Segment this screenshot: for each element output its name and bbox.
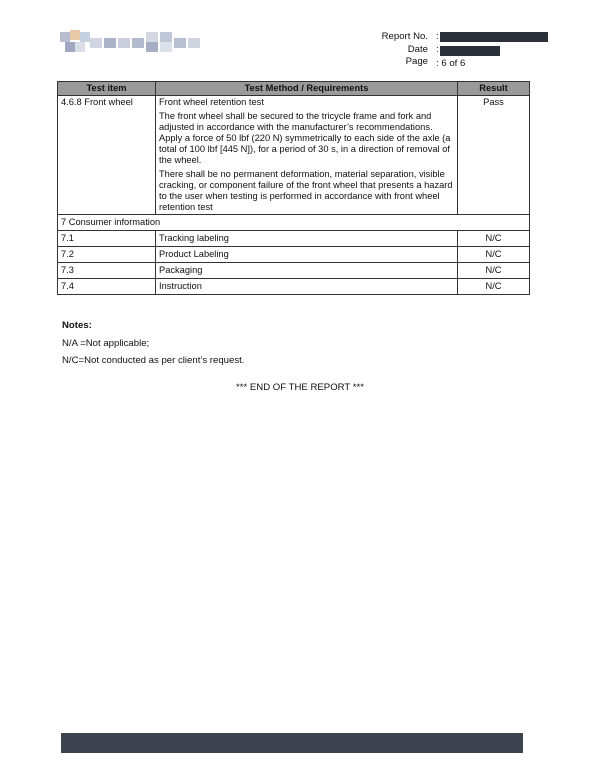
table-row-front-wheel (58, 96, 530, 215)
date-colon: : (436, 43, 439, 55)
notes-section (62, 320, 244, 372)
col-header-test-item: Test item (58, 82, 156, 96)
front-wheel-procedure: The front wheel shall be secured to the tricycle frame and fork and adjusted in accordance with the manufacturer’s recommendations. Apply a force of 50 lbf (220 N) symmetrically to each side of the axle (a total of 100 lbf [445 N]), for a period of 30 s, in a direction of removal of the wheel. (159, 111, 451, 165)
footer-bar (61, 733, 523, 753)
report-header-labels (340, 31, 428, 69)
table-row (58, 231, 530, 247)
date-label: Date (407, 43, 428, 55)
table-row (58, 279, 530, 295)
row-result: N/C (458, 279, 530, 295)
front-wheel-method (156, 96, 458, 215)
page-value: : 6 of 6 (436, 58, 466, 69)
row-item: 7.1 (58, 231, 156, 247)
report-header-colons (436, 31, 439, 56)
company-logo (60, 30, 210, 70)
row-item: 7.3 (58, 263, 156, 279)
table-header-row (58, 82, 530, 96)
row-method: Instruction (156, 279, 458, 295)
table-row (58, 263, 530, 279)
note-na: N/A =Not applicable; (62, 338, 150, 349)
row-result: N/C (458, 247, 530, 263)
col-header-method: Test Method / Requirements (156, 82, 458, 96)
row-method: Packaging (156, 263, 458, 279)
front-wheel-method-title: Front wheel retention test (159, 97, 264, 107)
section-7-title: 7 Consumer information (58, 215, 530, 231)
note-nc: N/C=Not conducted as per client’s request. (62, 355, 245, 366)
section-row-consumer-info (58, 215, 530, 231)
row-method: Tracking labeling (156, 231, 458, 247)
row-item: 7.4 (58, 279, 156, 295)
page-label: Page (405, 56, 428, 67)
row-result: N/C (458, 263, 530, 279)
col-header-result: Result (458, 82, 530, 96)
table-row (58, 247, 530, 263)
date-redaction (440, 46, 500, 56)
notes-title: Notes: (62, 320, 92, 331)
front-wheel-item: 4.6.8 Front wheel (58, 96, 156, 215)
end-of-report: *** END OF THE REPORT *** (236, 382, 364, 393)
row-item: 7.2 (58, 247, 156, 263)
test-results-table (57, 81, 530, 295)
front-wheel-result: Pass (458, 96, 530, 215)
front-wheel-requirement: There shall be no permanent deformation, material separation, visible cracking, or component failure of the front wheel that presents a hazard to the user when testing is performed in accordance with front wheel retention test (159, 169, 453, 212)
row-method: Product Labeling (156, 247, 458, 263)
report-no-colon: : (436, 31, 439, 42)
report-header-values (436, 31, 548, 71)
report-no-label: Report No. (381, 31, 428, 42)
report-no-redaction (440, 32, 548, 42)
row-result: N/C (458, 231, 530, 247)
